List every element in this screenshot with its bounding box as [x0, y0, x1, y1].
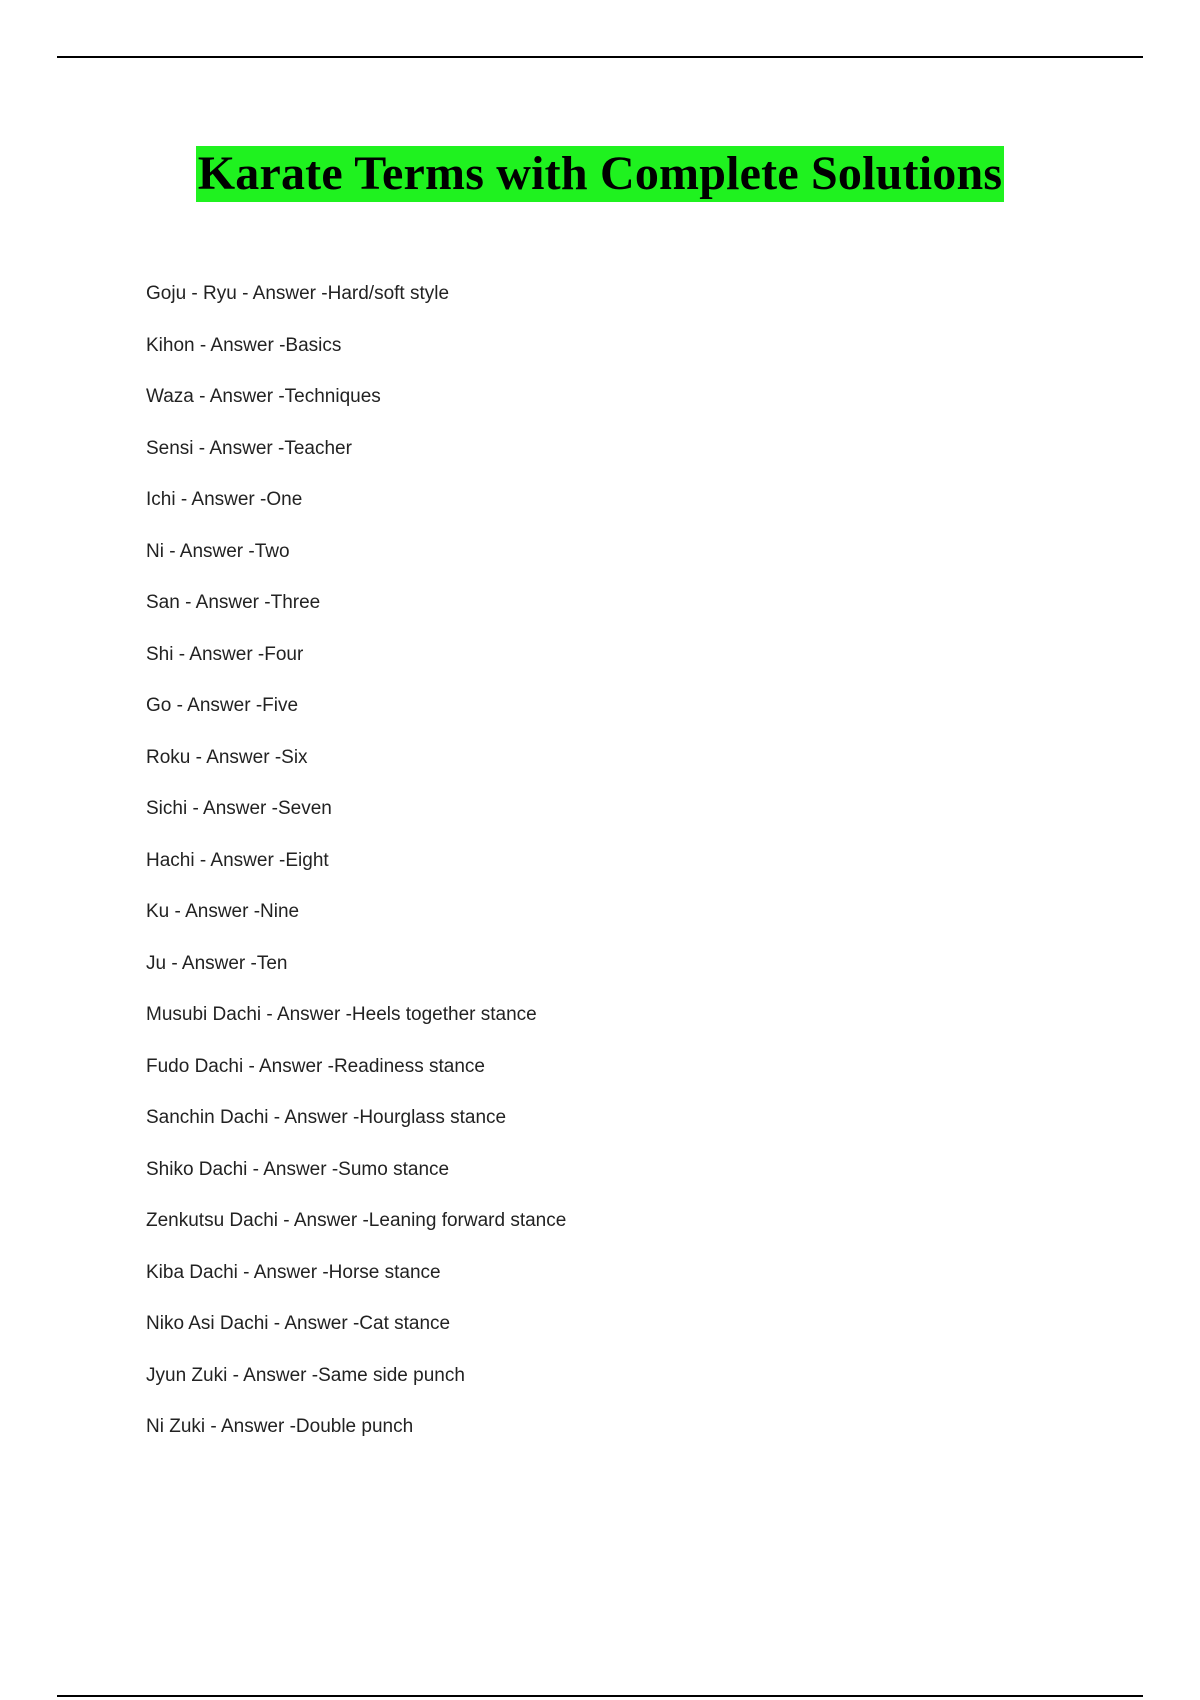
- term-item: Niko Asi Dachi - Answer -Cat stance: [146, 1313, 451, 1334]
- term-item: Zenkutsu Dachi - Answer -Leaning forward stance: [146, 1210, 567, 1231]
- term-item: Waza - Answer -Techniques: [146, 386, 381, 407]
- term-item: Goju - Ryu - Answer -Hard/soft style: [146, 283, 450, 304]
- term-item: Roku - Answer -Six: [146, 746, 308, 768]
- title-block: [0, 146, 1200, 202]
- term-item: Hachi - Answer -Eight: [146, 849, 329, 871]
- term-item: Musubi Dachi - Answer -Heels together stance: [146, 1004, 537, 1025]
- term-item: Ni Zuki - Answer -Double punch: [146, 1416, 414, 1437]
- bottom-rule: [57, 1695, 1143, 1697]
- term-item: Jyun Zuki - Answer -Same side punch: [146, 1364, 465, 1386]
- terms-list: [146, 276, 566, 1461]
- term-item: Ju - Answer -Ten: [146, 952, 288, 974]
- term-item: Ni - Answer -Two: [146, 540, 290, 562]
- term-item: Go - Answer -Five: [146, 695, 299, 716]
- top-rule: [57, 56, 1143, 58]
- term-item: Kihon - Answer -Basics: [146, 334, 342, 356]
- term-item: Shi - Answer -Four: [146, 643, 304, 665]
- term-item: Shiko Dachi - Answer -Sumo stance: [146, 1158, 450, 1180]
- term-item: Kiba Dachi - Answer -Horse stance: [146, 1261, 441, 1283]
- term-item: Ichi - Answer -One: [146, 489, 303, 510]
- term-item: San - Answer -Three: [146, 592, 321, 613]
- term-item: Fudo Dachi - Answer -Readiness stance: [146, 1055, 485, 1077]
- term-item: Sanchin Dachi - Answer -Hourglass stance: [146, 1107, 507, 1128]
- term-item: Sensi - Answer -Teacher: [146, 437, 352, 459]
- term-item: Ku - Answer -Nine: [146, 901, 300, 922]
- document-title: Karate Terms with Complete Solutions: [197, 147, 1003, 200]
- term-item: Sichi - Answer -Seven: [146, 798, 332, 819]
